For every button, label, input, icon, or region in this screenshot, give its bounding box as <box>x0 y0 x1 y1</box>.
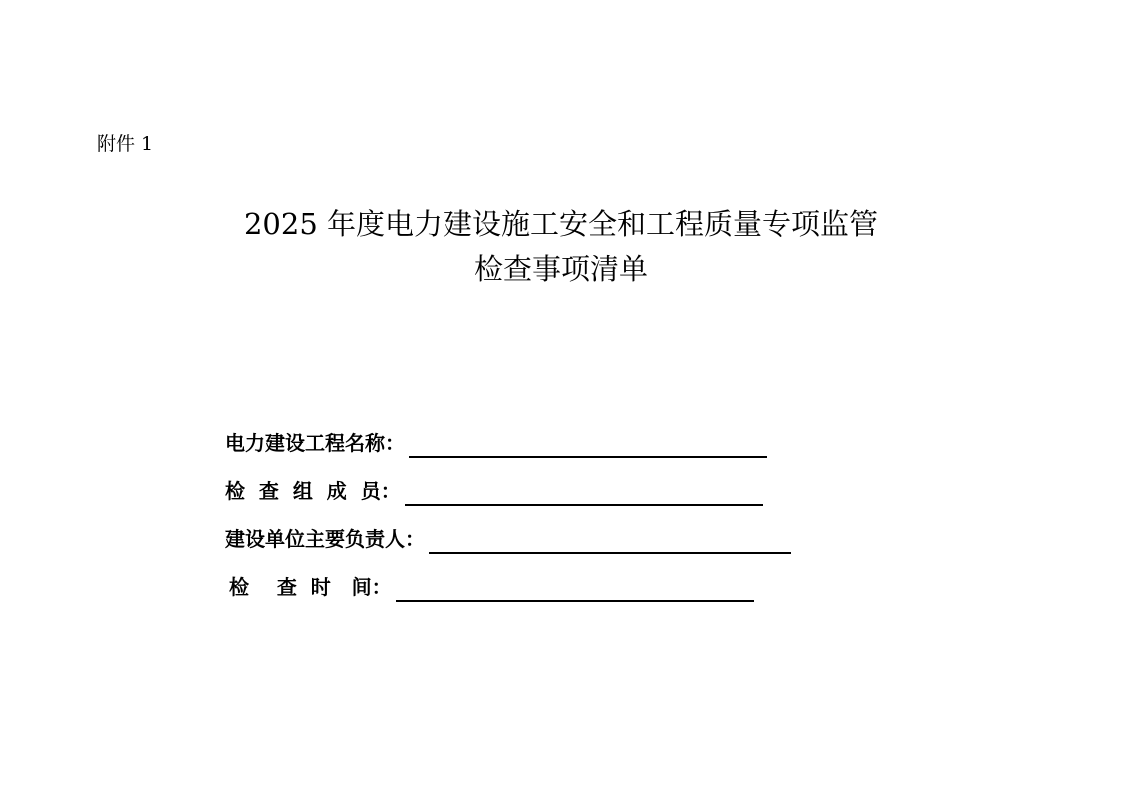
inspection-team-field[interactable] <box>405 476 763 506</box>
principal-label: 建设单位主要负责人： <box>225 527 425 551</box>
document-title-line-1: 2025 年度电力建设施工安全和工程质量专项监管 <box>243 207 879 241</box>
form-row-principal <box>225 514 791 554</box>
attachment-label: 附件 1 <box>97 133 154 155</box>
project-name-field[interactable] <box>409 428 767 458</box>
form-row-inspection-team <box>225 466 763 506</box>
inspection-time-label: 检 查 时 间： <box>229 575 392 599</box>
inspection-time-field[interactable] <box>396 572 754 602</box>
inspection-team-label: 检 查 组 成 员： <box>225 479 401 503</box>
project-name-label: 电力建设工程名称： <box>225 431 405 455</box>
form-row-project-name <box>225 418 767 458</box>
document-title-line-2: 检查事项清单 <box>473 252 648 286</box>
principal-field[interactable] <box>429 524 791 554</box>
form-row-inspection-time <box>229 562 754 602</box>
